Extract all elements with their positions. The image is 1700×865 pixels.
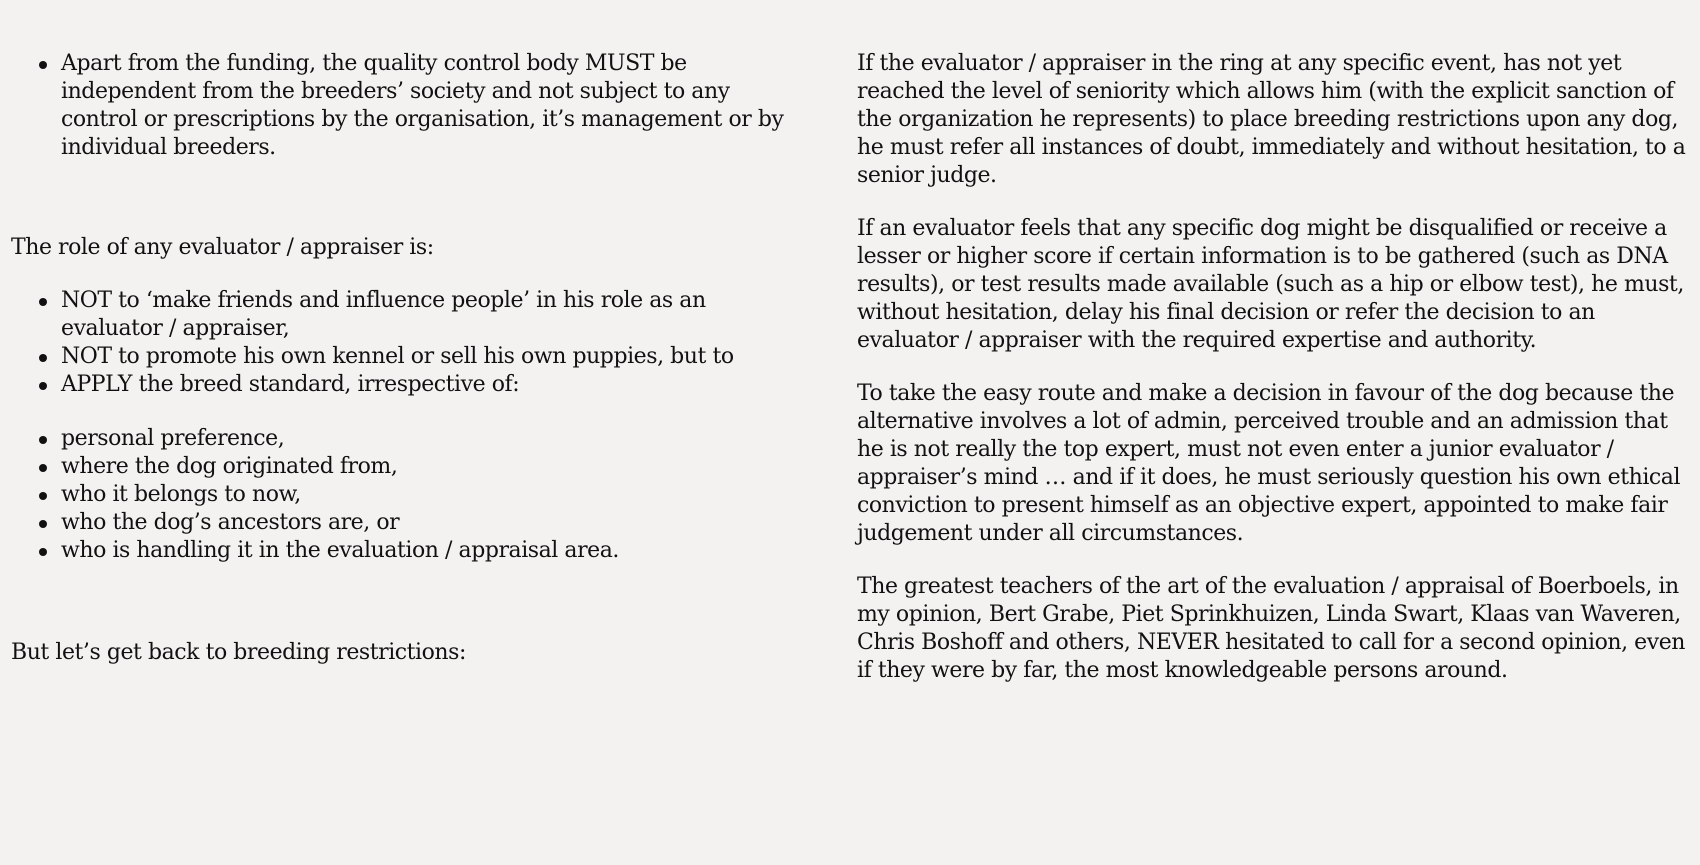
role-bullet-list <box>11 287 811 399</box>
paragraph-senior-judge: If the evaluator / appraiser in the ring at any specific event, has not yet reached the level of seniority which allows him (with the explicit sanction of the organization he represents) to place breeding restrictions upon any dog, he must refer all instances of doubt, immediately and without hesitation, to a senior judge. <box>857 51 1686 188</box>
criteria-bullet-list <box>11 425 811 565</box>
list-item: personal preference, <box>61 425 811 453</box>
paragraph-easy-route: To take the easy route and make a decision in favour of the dog because the alternative involves a lot of admin, perceived trouble and an admission that he is not really the top expert, must not even enter a junior evaluator / appraiser’s mind … and if it does, he must seriously question his own ethical conviction to present himself as an objective expert, appointed to make fair judgement under all circumstances. <box>857 381 1681 546</box>
paragraph-additional-information: If an evaluator feels that any specific dog might be disqualified or receive a lesser or higher score if certain information is to be gathered (such as DNA results), or test results made available (such as a hip or elbow test), he must, without hesitation, delay his final decision or refer the decision to an evaluator / appraiser with the required expertise and authority. <box>857 216 1684 353</box>
list-item: APPLY the breed standard, irrespective of: <box>61 371 811 399</box>
closing-line: But let’s get back to breeding restrictions: <box>11 640 466 665</box>
funding-bullet-list <box>11 50 811 162</box>
role-heading: The role of any evaluator / appraiser is: <box>11 235 434 260</box>
list-item: who is handling it in the evaluation / appraisal area. <box>61 537 811 565</box>
list-item: NOT to promote his own kennel or sell his own puppies, but to <box>61 343 811 371</box>
list-item: Apart from the funding, the quality control body MUST be independent from the breeders’ society and not subject to any control or prescriptions by the organisation, it’s management or by individual breeders. <box>61 50 811 162</box>
list-item: where the dog originated from, <box>61 453 811 481</box>
paragraph-greatest-teachers: The greatest teachers of the art of the evaluation / appraisal of Boerboels, in my opinion, Bert Grabe, Piet Sprinkhuizen, Linda Swart, Klaas van Waveren, Chris Boshoff and others, NEVER hesitated to call for a second opinion, even if they were by far, the most knowledgeable persons around. <box>857 574 1686 683</box>
list-item: NOT to ‘make friends and influence people’ in his role as an evaluator / appraiser, <box>61 287 811 343</box>
right-column <box>857 50 1687 685</box>
list-item: who it belongs to now, <box>61 481 811 509</box>
list-item: who the dog’s ancestors are, or <box>61 509 811 537</box>
left-column <box>11 50 811 667</box>
